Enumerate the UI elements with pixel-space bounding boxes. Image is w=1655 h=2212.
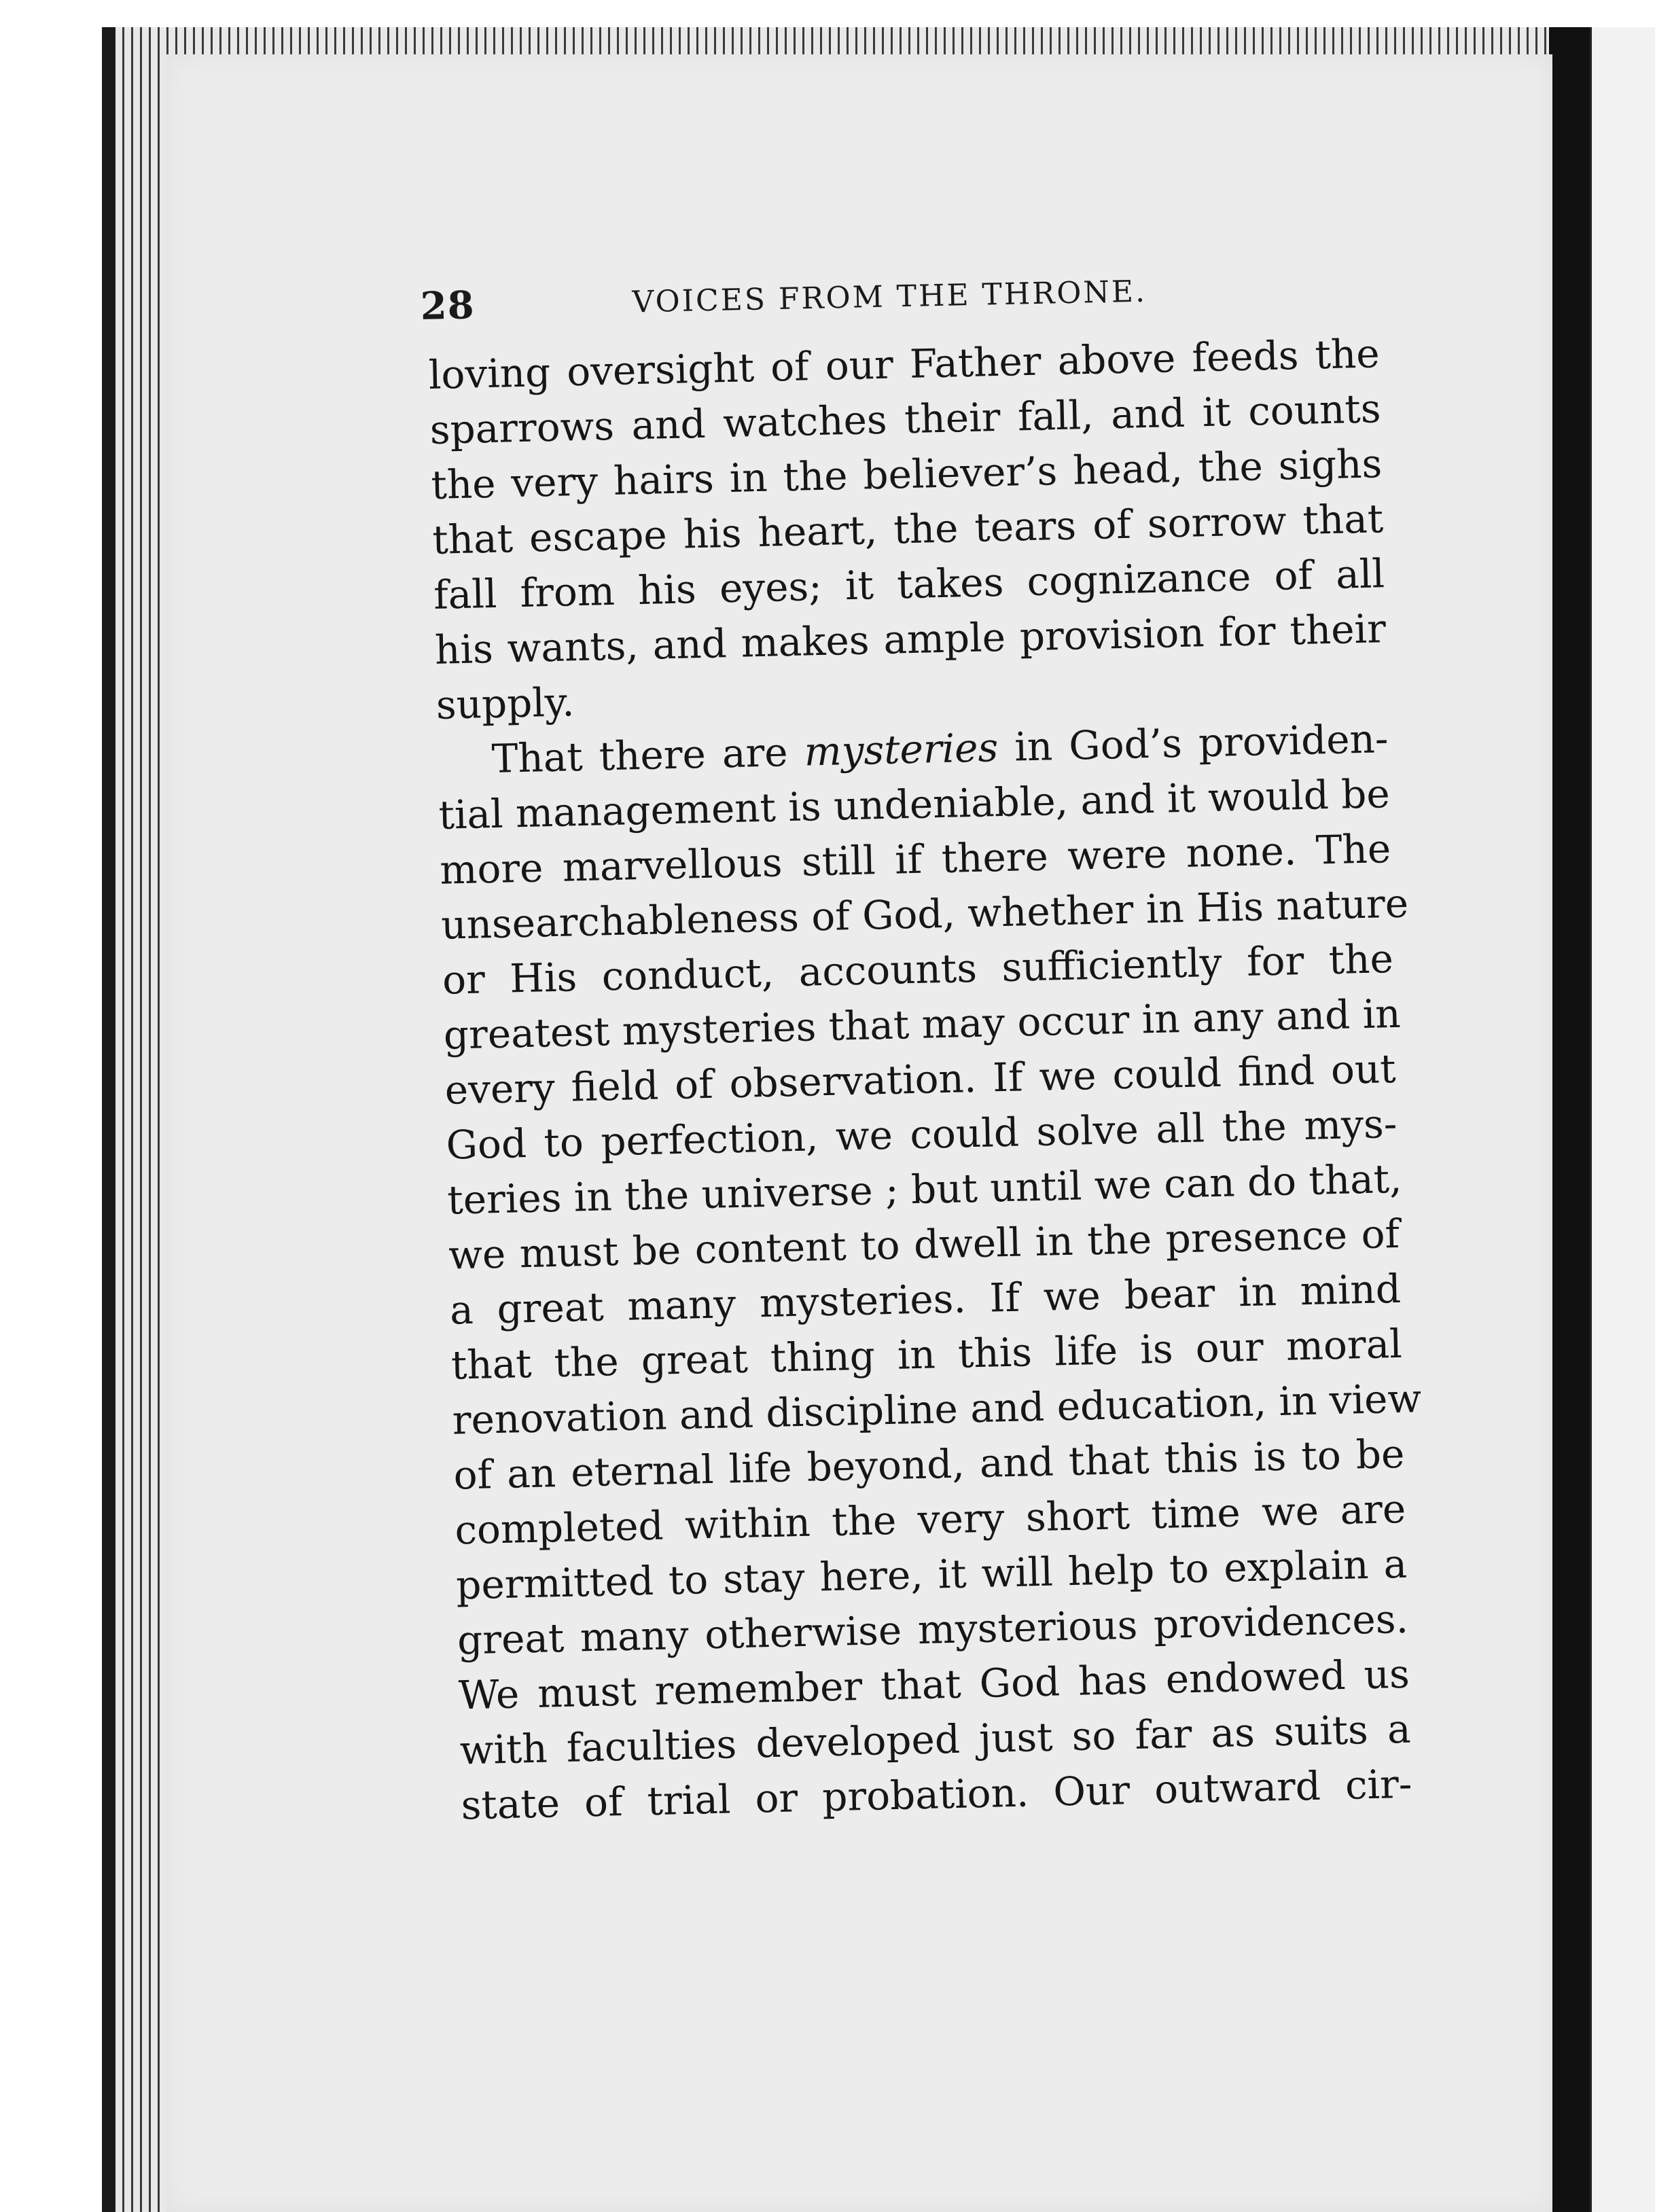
text-line: completed within the very short time we are [454, 1485, 1406, 1554]
text-line: teries in the universe ; but until we can do that, [446, 1155, 1403, 1224]
text-line: of an eternal life beyond, and that this is to be [452, 1430, 1406, 1499]
text-line: tial management is undeniable, and it would be [438, 770, 1391, 838]
text-run: That there are [491, 728, 805, 783]
text-line: fall from his eyes; it takes cognizance of all [433, 550, 1385, 618]
facing-page-sliver [1590, 27, 1655, 2212]
running-title: VOICES FROM THE THRONE. [632, 274, 1147, 320]
text-line: every field of observation. If we could find out [444, 1045, 1397, 1113]
text-line: we must be content to dwell in the presence of [448, 1210, 1400, 1279]
text-line: unsearchableness of God, whether in His nature [440, 880, 1409, 948]
text-line: or His conduct, accounts sufficiently for the [442, 935, 1394, 1003]
text-line: renovation and discipline and education, in view [452, 1375, 1422, 1444]
scan-top-margin [102, 0, 1590, 27]
text-line: great many otherwise mysterious providences. [457, 1595, 1409, 1664]
text-line: greatest mysteries that may occur in any and in [443, 990, 1402, 1058]
text-line: permitted to stay here, it will help to explain a [455, 1540, 1408, 1609]
text-run: in God’s providen- [997, 715, 1389, 771]
text-line: that the great thing in this life is our moral [450, 1320, 1403, 1389]
text-line: with faculties developed just so far as suits a [459, 1705, 1412, 1774]
text-line: loving oversight of our Father above feeds the [428, 330, 1381, 398]
text-line: We must remember that God has endowed us [458, 1650, 1410, 1719]
book-spine-shadow [1549, 27, 1590, 2212]
text-line: sparrows and watches their fall, and it counts [429, 385, 1382, 453]
page-number: 28 [420, 283, 476, 329]
body-text [428, 326, 1422, 1833]
text-line: the very hairs in the believer’s head, the sighs [430, 440, 1383, 508]
text-line: supply. [435, 679, 575, 728]
text-line: a great many mysteries. If we bear in mind [449, 1265, 1402, 1334]
text-line: more marvellous still if there were none. The [439, 825, 1391, 893]
text-line: his wants, and makes ample provision for their [434, 605, 1387, 673]
text-line: state of trial or probation. Our outward cir- [460, 1760, 1413, 1829]
emphasized-word: mysteries [803, 724, 999, 775]
text-line: that escape his heart, the tears of sorrow that [431, 495, 1384, 563]
text-line: God to perfection, we could solve all the mys- [445, 1100, 1398, 1169]
